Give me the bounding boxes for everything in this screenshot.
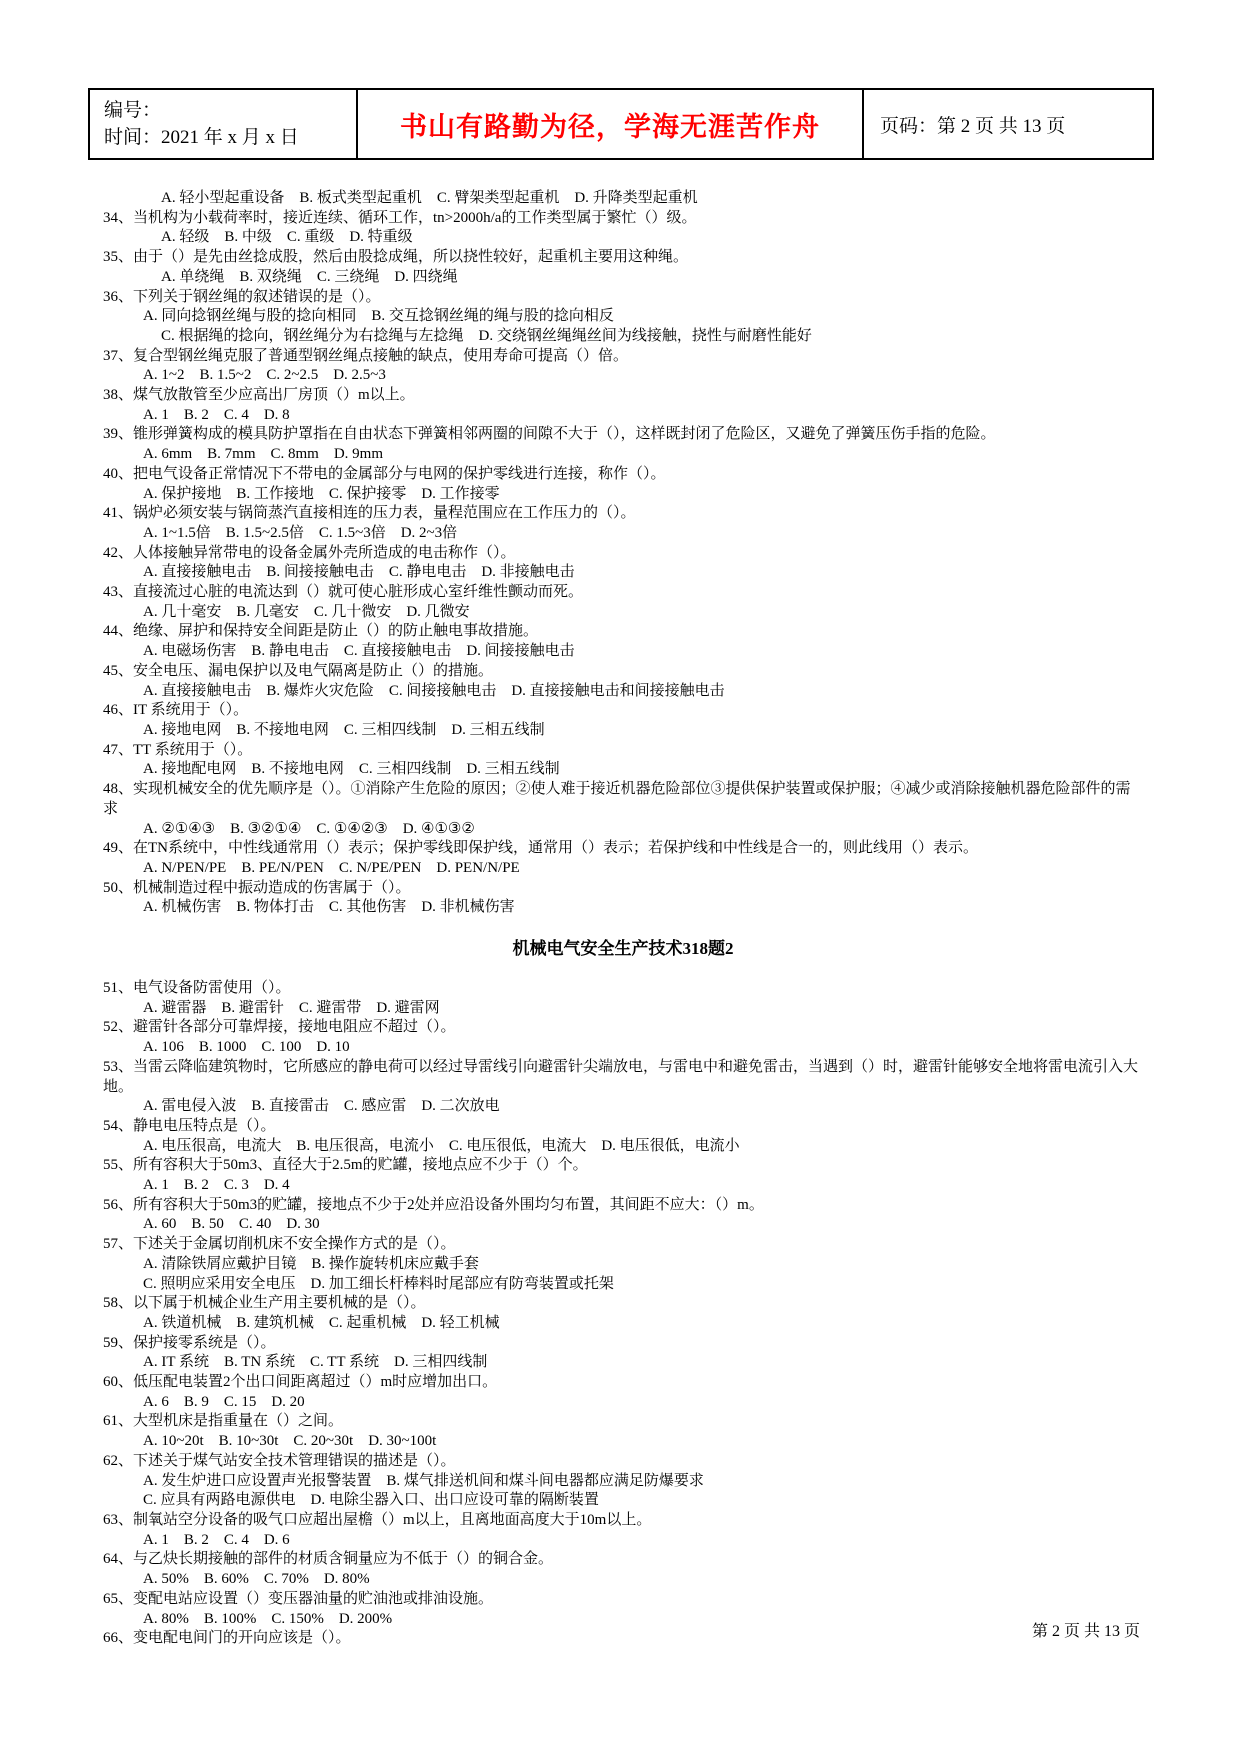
option-line: A. 80% B. 100% C. 150% D. 200%	[143, 1610, 393, 1627]
option-line: A. 几十毫安 B. 几毫安 C. 几十微安 D. 几微安	[143, 603, 470, 620]
option-line: A. 50% B. 60% C. 70% D. 80%	[143, 1571, 370, 1588]
option-line: C. 根据绳的捻向，钢丝绳分为右捻绳与左捻绳 D. 交绕钢丝绳绳丝间为线接触，挠性与耐磨性能好	[161, 327, 812, 344]
page-number-label: 页码：第 2 页 共 13 页	[880, 115, 1066, 137]
header-right-cell	[864, 90, 1152, 158]
option-line: A. 单绕绳 B. 双绕绳 C. 三绕绳 D. 四绕绳	[161, 268, 458, 285]
option-line: A. 发生炉进口应设置声光报警装置 B. 煤气排送机间和煤斗间电器都应满足防爆要求	[143, 1472, 704, 1489]
option-line: A. 清除铁屑应戴护目镜 B. 操作旋转机床应戴手套	[143, 1255, 479, 1272]
question-line: 65、变配电站应设置（）变压器油量的贮油池或排油设施。	[103, 1590, 494, 1607]
option-line: A. 轻级 B. 中级 C. 重级 D. 特重级	[161, 229, 413, 246]
question-line: 37、复合型钢丝绳克服了普通型钢丝绳点接触的缺点，使用寿命可提高（）倍。	[103, 347, 629, 364]
option-line: A. 1 B. 2 C. 3 D. 4	[143, 1177, 290, 1194]
option-line: A. 1~2 B. 1.5~2 C. 2~2.5 D. 2.5~3	[143, 367, 386, 384]
question-line: 38、煤气放散管至少应高出厂房顶（）m以上。	[103, 387, 415, 404]
question-line: 35、由于（）是先由丝捻成股，然后由股捻成绳，所以挠性较好，起重机主要用这种绳。	[103, 249, 689, 266]
option-line: A. 轻小型起重设备 B. 板式类型起重机 C. 臂架类型起重机 D. 升降类型起重机	[161, 190, 698, 206]
question-line: 64、与乙炔长期接触的部件的材质含铜量应为不低于（）的铜合金。	[103, 1551, 554, 1568]
option-line: A. 铁道机械 B. 建筑机械 C. 起重机械 D. 轻工机械	[143, 1314, 500, 1331]
question-line: 56、所有容积大于50m3的贮罐，接地点不少于2处并应沿设备外围均匀布置，其间距不应大：（）m。	[103, 1196, 764, 1213]
question-line: 62、下述关于煤气站安全技术管理错误的描述是（）。	[103, 1452, 456, 1469]
question-line: 45、安全电压、漏电保护以及电气隔离是防止（）的措施。	[103, 662, 494, 679]
question-line: 48、实现机械安全的优先顺序是（）。①消除产生危险的原因；②使人难于接近机器危险部位③提供保护装置或保护服；④减少或消除接触机器危险部件的需求	[103, 781, 1131, 817]
option-line: A. 1~1.5倍 B. 1.5~2.5倍 C. 1.5~3倍 D. 2~3倍	[143, 524, 458, 541]
option-line: C. 照明应采用安全电压 D. 加工细长杆棒料时尾部应有防弯装置或托架	[143, 1275, 614, 1292]
option-line: A. 接地配电网 B. 不接地电网 C. 三相四线制 D. 三相五线制	[143, 761, 560, 778]
question-line: 42、人体接触异常带电的设备金属外壳所造成的电击称作（）。	[103, 544, 516, 561]
question-line: 50、机械制造过程中振动造成的伤害属于（）。	[103, 879, 411, 896]
question-line: 40、把电气设备正常情况下不带电的金属部分与电网的保护零线进行连接，称作（）。	[103, 465, 666, 482]
question-line: 46、IT 系统用于（）。	[103, 702, 249, 719]
option-line: A. 6mm B. 7mm C. 8mm D. 9mm	[143, 446, 384, 463]
doc-number-label: 编号：	[104, 100, 162, 121]
question-line: 52、避雷针各部分可靠焊接，接地电阻应不超过（）。	[103, 1019, 456, 1036]
doc-time-label: 时间：2021 年 x 月 x 日	[104, 127, 299, 148]
question-line: 61、大型机床是指重量在（）之间。	[103, 1413, 344, 1430]
question-line: 36、下列关于钢丝绳的叙述错误的是（）。	[103, 288, 381, 305]
option-line: C. 应具有两路电源供电 D. 电除尘器入口、出口应设可靠的隔断装置	[143, 1492, 599, 1509]
option-line: A. 电磁场伤害 B. 静电电击 C. 直接接触电击 D. 间接接触电击	[143, 643, 575, 660]
question-line: 44、绝缘、屏护和保持安全间距是防止（）的防止触电事故措施。	[103, 623, 539, 640]
option-line: A. N/PEN/PE B. PE/N/PEN C. N/PE/PEN D. PEN/N/PE	[143, 859, 520, 876]
option-line: A. 60 B. 50 C. 40 D. 30	[143, 1216, 320, 1233]
option-line: A. 直接接触电击 B. 爆炸火灾危险 C. 间接接触电击 D. 直接接触电击和间接接触电击	[143, 682, 725, 699]
question-line: 60、低压配电装置2个出口间距离超过（）m时应增加出口。	[103, 1374, 498, 1391]
question-line: 39、锥形弹簧构成的模具防护罩指在自由状态下弹簧相邻两圈的间隙不大于（），这样既封闭了危险区，又避免了弹簧压伤手指的危险。	[103, 426, 996, 443]
option-line: A. 6 B. 9 C. 15 D. 20	[143, 1393, 305, 1410]
motto-text: 书山有路勤为径，学海无涯苦作舟	[400, 111, 820, 142]
header-left-cell	[90, 90, 358, 158]
question-line: 55、所有容积大于50m3、直径大于2.5m的贮罐，接地点应不少于（）个。	[103, 1157, 588, 1174]
header-table	[88, 88, 1154, 160]
option-line: A. IT 系统 B. TN 系统 C. TT 系统 D. 三相四线制	[143, 1354, 488, 1371]
spacer	[103, 959, 1143, 979]
option-line: A. 避雷器 B. 避雷针 C. 避雷带 D. 避雷网	[143, 999, 440, 1016]
question-line: 51、电气设备防雷使用（）。	[103, 980, 291, 997]
option-line: A. ②①④③ B. ③②①④ C. ①④②③ D. ④①③②	[143, 820, 475, 837]
question-line: 57、下述关于金属切削机床不安全操作方式的是（）。	[103, 1236, 456, 1253]
question-line: 43、直接流过心脏的电流达到（）就可使心脏形成心室纤维性颤动而死。	[103, 584, 584, 601]
option-line: A. 机械伤害 B. 物体打击 C. 其他伤害 D. 非机械伤害	[143, 899, 515, 916]
footer-page-number: 第 2 页 共 13 页	[1031, 1623, 1140, 1640]
question-line: 59、保护接零系统是（）。	[103, 1334, 276, 1351]
question-line: 47、TT 系统用于（）。	[103, 741, 253, 758]
question-line: 49、在TN系统中，中性线通常用（）表示；保护零线即保护线，通常用（）表示；若保护线和中性线是合一的，则此线用（）表示。	[103, 840, 979, 857]
header-middle-cell	[358, 90, 864, 158]
option-line: A. 接地电网 B. 不接地电网 C. 三相四线制 D. 三相五线制	[143, 721, 545, 738]
question-line: 53、当雷云降临建筑物时，它所感应的静电荷可以经过导雷线引向避雷针尖端放电，与雷电中和避免雷击，当遇到（）时，避雷针能够安全地将雷电流引入大地。	[103, 1058, 1139, 1095]
question-line: 34、当机构为小载荷率时，接近连续、循环工作，tn>2000h/a的工作类型属于繁忙（）级。	[103, 209, 697, 226]
option-line: A. 保护接地 B. 工作接地 C. 保护接零 D. 工作接零	[143, 485, 500, 502]
section-title: 机械电气安全生产技术318题2	[512, 939, 734, 959]
option-line: A. 10~20t B. 10~30t C. 20~30t D. 30~100t	[143, 1433, 437, 1450]
spacer	[103, 918, 1143, 938]
question-line: 54、静电电压特点是（）。	[103, 1117, 276, 1134]
option-line: A. 雷电侵入波 B. 直接雷击 C. 感应雷 D. 二次放电	[143, 1098, 500, 1115]
question-line: 58、以下属于机械企业生产用主要机械的是（）。	[103, 1295, 426, 1312]
option-line: A. 电压很高，电流大 B. 电压很高，电流小 C. 电压很低，电流大 D. 电压很低，电流小	[143, 1137, 740, 1154]
option-line: A. 直接接触电击 B. 间接接触电击 C. 静电电击 D. 非接触电击	[143, 564, 575, 581]
option-line: A. 1 B. 2 C. 4 D. 6	[143, 1531, 290, 1548]
question-line: 63、制氧站空分设备的吸气口应超出屋檐（）m以上，且离地面高度大于10m以上。	[103, 1512, 652, 1528]
question-list	[103, 189, 1143, 1649]
option-line: A. 106 B. 1000 C. 100 D. 10	[143, 1039, 350, 1056]
option-line: A. 1 B. 2 C. 4 D. 8	[143, 406, 290, 423]
option-line: A. 同向捻钢丝绳与股的捻向相同 B. 交互捻钢丝绳的绳与股的捻向相反	[143, 308, 614, 325]
question-line: 41、锅炉必须安装与锅筒蒸汽直接相连的压力表，量程范围应在工作压力的（）。	[103, 505, 636, 522]
question-line: 66、变电配电间门的开向应该是（）。	[103, 1630, 351, 1647]
